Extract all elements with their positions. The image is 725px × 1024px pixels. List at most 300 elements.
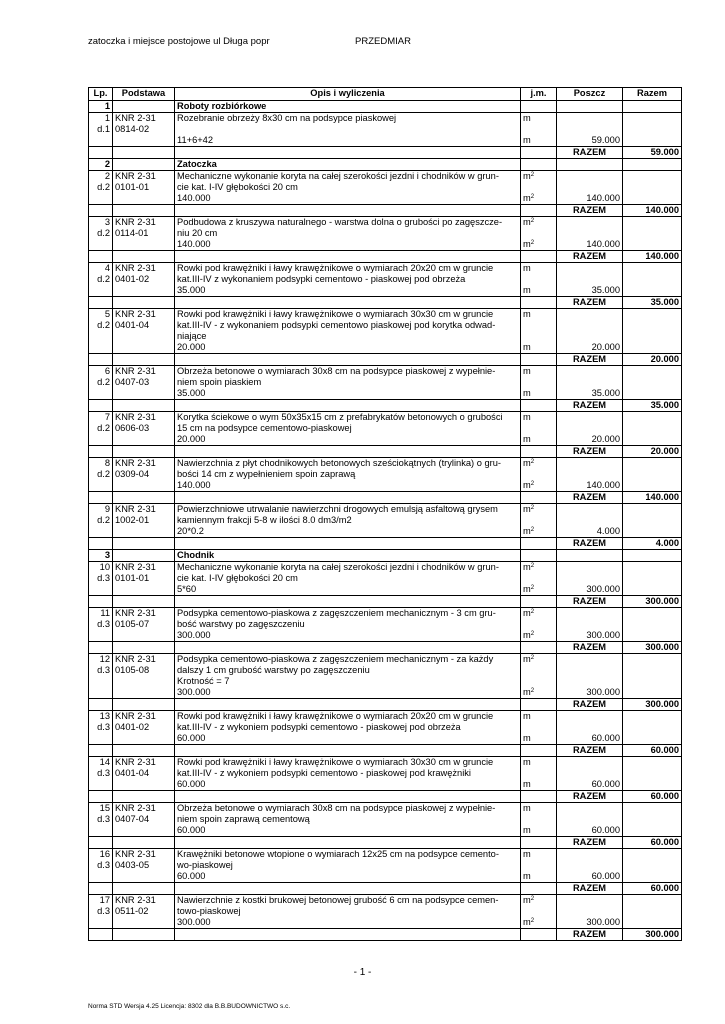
item-podstawa-code: 0401-04 [113,768,175,779]
calc-unit: $m^2$ [521,480,557,492]
item-description-line: Podbudowa z kruszywa naturalnego - warstwa dolna o grubości po zagęszcze- [175,217,521,229]
item-unit-empty [521,814,557,825]
razem-value: 300.000 [623,596,682,608]
item-row [89,366,682,378]
calc-quantity: 140.000 [557,480,623,492]
item-row [89,860,682,871]
item-unit-empty [521,377,557,388]
item-calculation: 140.000 [175,193,521,205]
item-poszcz-empty [557,619,623,630]
item-razem-empty [623,676,682,687]
item-description-line: kat.III-IV - z wykoniem podsypki cementowo - piaskowej pod obrzeża [175,722,521,733]
razem-empty [175,297,521,309]
razem-empty [113,929,175,941]
item-podstawa-code: 1002-01 [113,515,175,526]
item-poszcz-empty [557,217,623,229]
item-razem-empty [623,584,682,596]
item-lp-empty [89,676,113,687]
item-section-ref: d.3 [89,573,113,584]
item-row [89,135,682,147]
item-description-line: niu 20 cm [175,228,521,239]
razem-empty [175,400,521,412]
item-row [89,779,682,791]
item-section-ref: d.3 [89,906,113,917]
razem-value: 20.000 [623,354,682,366]
item-podstawa-code: 0401-02 [113,722,175,733]
item-razem-empty [623,504,682,516]
item-podstawa-empty [113,584,175,596]
item-razem-empty [623,412,682,424]
item-podstawa-empty [113,630,175,642]
item-description-line: Mechaniczne wykonanie koryta na całej szerokości jezdni i chodników w grun- [175,562,521,574]
razem-empty [89,745,113,757]
item-razem-empty [623,711,682,723]
item-podstawa-code: 0309-04 [113,469,175,480]
item-section-ref: d.2 [89,320,113,331]
item-description-line [175,124,521,135]
section-empty [623,101,682,113]
calc-unit: $m^2$ [521,193,557,205]
item-calculation: 60.000 [175,733,521,745]
item-podstawa-catalog: KNR 2-31 [113,366,175,378]
item-poszcz-empty [557,722,623,733]
razem-row [89,538,682,550]
item-row [89,320,682,331]
razem-empty [89,297,113,309]
razem-row [89,791,682,803]
item-lp-empty [89,584,113,596]
item-razem-empty [623,469,682,480]
razem-value: 60.000 [623,791,682,803]
item-calculation: 300.000 [175,917,521,929]
item-row [89,871,682,883]
item-calculation: 20.000 [175,434,521,446]
item-row [89,285,682,297]
razem-value: 20.000 [623,446,682,458]
item-razem-empty [623,124,682,135]
razem-empty [113,297,175,309]
item-description-line: kamiennym frakcji 5-8 w ilości 8.0 dm3/m2 [175,515,521,526]
item-row [89,263,682,275]
item-podstawa-empty [113,676,175,687]
col-header-opis: Opis i wyliczenia [175,88,521,101]
razem-row [89,251,682,263]
calc-quantity: 59.000 [557,135,623,147]
item-row [89,469,682,480]
razem-empty [89,791,113,803]
item-razem-empty [623,825,682,837]
item-row [89,619,682,630]
section-title: Zatoczka [175,159,521,171]
document-title: zatoczka i miejsce postojowe ul Długa popr [88,36,270,47]
item-unit: m [521,113,557,125]
razem-empty [175,354,521,366]
item-poszcz-empty [557,423,623,434]
razem-empty [113,205,175,217]
calc-quantity: 300.000 [557,630,623,642]
item-podstawa-catalog: KNR 2-31 [113,309,175,321]
item-razem-empty [623,562,682,574]
item-razem-empty [623,849,682,861]
razem-row [89,883,682,895]
item-section-ref: d.3 [89,722,113,733]
item-number: 3 [89,217,113,229]
item-row [89,377,682,388]
item-row [89,239,682,251]
item-podstawa-catalog: KNR 2-31 [113,458,175,470]
item-description-line: Rowki pod krawężniki i ławy krawężnikowe o wymiarach 30x30 cm w gruncie [175,757,521,769]
item-podstawa-catalog: KNR 2-31 [113,849,175,861]
item-calculation: 5*60 [175,584,521,596]
item-description-line: kat.III-IV - z wykoniem podsypki cementowo - piaskowej pod krawężniki [175,768,521,779]
calc-unit: $m^2$ [521,239,557,251]
item-description-line: bości 14 cm z wypełnieniem spoin zaprawą [175,469,521,480]
razem-label: RAZEM [557,538,623,550]
item-podstawa-empty [113,388,175,400]
razem-label: RAZEM [557,837,623,849]
item-razem-empty [623,480,682,492]
razem-empty [113,642,175,654]
item-poszcz-empty [557,124,623,135]
item-description-line: Rowki pod krawężniki i ławy krawężnikowe o wymiarach 20x20 cm w gruncie [175,711,521,723]
calc-quantity: 60.000 [557,825,623,837]
item-poszcz-empty [557,113,623,125]
razem-label: RAZEM [557,205,623,217]
item-poszcz-empty [557,757,623,769]
item-podstawa-code: 0403-05 [113,860,175,871]
item-description-line: Korytka ściekowe o wym 50x35x15 cm z prefabrykatów betonowych o grubości [175,412,521,424]
razem-label: RAZEM [557,929,623,941]
item-podstawa-code: 0401-02 [113,274,175,285]
item-podstawa-empty [113,193,175,205]
item-podstawa-catalog: KNR 2-31 [113,608,175,620]
calc-quantity: 300.000 [557,584,623,596]
section-row [89,101,682,113]
item-podstawa-catalog: KNR 2-31 [113,171,175,183]
section-empty [521,550,557,562]
razem-empty [113,791,175,803]
item-description-line: Krotność = 7 [175,676,521,687]
razem-empty [521,297,557,309]
item-section-ref: d.3 [89,619,113,630]
item-razem-empty [623,113,682,125]
item-podstawa-catalog: KNR 2-31 [113,217,175,229]
razem-row [89,699,682,711]
item-poszcz-empty [557,860,623,871]
item-description-line: cie kat. I-IV głębokości 20 cm [175,573,521,584]
razem-empty [113,147,175,159]
item-razem-empty [623,458,682,470]
item-razem-empty [623,331,682,342]
item-lp-empty [89,135,113,147]
item-calculation: 300.000 [175,630,521,642]
razem-empty [89,699,113,711]
item-unit: $m^2$ [521,654,557,666]
razem-empty [521,354,557,366]
razem-value: 140.000 [623,492,682,504]
item-poszcz-empty [557,676,623,687]
item-unit-empty [521,619,557,630]
item-description-line: Rowki pod krawężniki i ławy krawężnikowe o wymiarach 30x30 cm w gruncie [175,309,521,321]
razem-empty [175,699,521,711]
item-number: 6 [89,366,113,378]
item-poszcz-empty [557,515,623,526]
item-razem-empty [623,182,682,193]
item-razem-empty [623,687,682,699]
calc-unit: $m^2$ [521,917,557,929]
item-row [89,630,682,642]
item-row [89,584,682,596]
item-section-ref: d.3 [89,860,113,871]
item-podstawa-catalog: KNR 2-31 [113,895,175,907]
razem-empty [113,745,175,757]
item-description-line: Powierzchniowe utrwalanie nawierzchni drogowych emulsją asfaltową grysem [175,504,521,516]
item-section-ref: d.3 [89,665,113,676]
item-row [89,768,682,779]
document-type: PRZEDMIAR [355,36,411,47]
razem-empty [113,251,175,263]
item-unit: m [521,263,557,275]
footer-license: Norma STD Wersja 4.25 Licencja: 8302 dla B.B.BUDOWNICTWO s.c. [88,1003,291,1010]
calc-unit: m [521,388,557,400]
section-empty [113,550,175,562]
razem-label: RAZEM [557,745,623,757]
calc-quantity: 20.000 [557,342,623,354]
item-description-line: Nawierzchnie z kostki brukowej betonowej grubość 6 cm na podsypce cemen- [175,895,521,907]
razem-empty [521,446,557,458]
razem-empty [521,147,557,159]
item-calculation: 140.000 [175,480,521,492]
razem-empty [521,929,557,941]
item-poszcz-empty [557,182,623,193]
calc-quantity: 60.000 [557,779,623,791]
item-lp-empty [89,917,113,929]
item-razem-empty [623,619,682,630]
item-row [89,654,682,666]
item-podstawa-code: 0814-02 [113,124,175,135]
item-podstawa-code: 0606-03 [113,423,175,434]
razem-value: 300.000 [623,929,682,941]
item-unit: m [521,309,557,321]
item-poszcz-empty [557,562,623,574]
razem-row [89,400,682,412]
razem-empty [113,883,175,895]
razem-value: 59.000 [623,147,682,159]
table-header-row [89,88,682,101]
item-lp-empty [89,193,113,205]
razem-empty [521,837,557,849]
razem-empty [175,837,521,849]
razem-empty [175,642,521,654]
item-unit-empty [521,515,557,526]
item-lp-empty [89,285,113,297]
item-poszcz-empty [557,504,623,516]
item-poszcz-empty [557,665,623,676]
razem-empty [521,251,557,263]
section-empty [521,101,557,113]
item-razem-empty [623,320,682,331]
section-empty [557,550,623,562]
razem-empty [113,596,175,608]
calc-unit: m [521,434,557,446]
item-description-line: niające [175,331,521,342]
item-description-line: 15 cm na podsypce cementowo-piaskowej [175,423,521,434]
item-unit: m [521,803,557,815]
item-podstawa-code: 0407-03 [113,377,175,388]
item-podstawa-catalog: KNR 2-31 [113,113,175,125]
calc-unit: m [521,871,557,883]
razem-empty [89,147,113,159]
item-razem-empty [623,377,682,388]
item-section-ref: d.3 [89,768,113,779]
item-row [89,504,682,516]
item-poszcz-empty [557,814,623,825]
item-razem-empty [623,228,682,239]
razem-empty [89,642,113,654]
razem-value: 140.000 [623,205,682,217]
item-podstawa-empty [113,733,175,745]
item-row [89,228,682,239]
item-section-ref: d.2 [89,274,113,285]
razem-empty [175,538,521,550]
item-row [89,124,682,135]
item-number: 11 [89,608,113,620]
item-podstawa-empty [113,917,175,929]
calc-quantity: 300.000 [557,917,623,929]
item-description-line: bość warstwy po zagęszczeniu [175,619,521,630]
item-description-line: Rowki pod krawężniki i ławy krawężnikowe o wymiarach 20x20 cm w gruncie [175,263,521,275]
razem-empty [175,745,521,757]
calc-unit: m [521,285,557,297]
item-calculation: 60.000 [175,779,521,791]
razem-empty [175,596,521,608]
item-row [89,665,682,676]
item-row [89,113,682,125]
item-razem-empty [623,193,682,205]
item-poszcz-empty [557,608,623,620]
col-header-razem: Razem [623,88,682,101]
item-row [89,814,682,825]
item-row [89,480,682,492]
section-empty [113,101,175,113]
razem-empty [113,699,175,711]
item-razem-empty [623,135,682,147]
section-title: Roboty rozbiórkowe [175,101,521,113]
item-lp-empty [89,779,113,791]
item-razem-empty [623,803,682,815]
item-razem-empty [623,263,682,275]
item-row [89,526,682,538]
item-poszcz-empty [557,274,623,285]
razem-empty [113,400,175,412]
item-row [89,171,682,183]
razem-value: 60.000 [623,837,682,849]
item-description-line: Obrzeża betonowe o wymiarach 30x8 cm na podsypce piaskowej z wypełnie- [175,366,521,378]
page-number: - 1 - [353,967,372,978]
razem-label: RAZEM [557,400,623,412]
calc-unit: $m^2$ [521,687,557,699]
item-row [89,309,682,321]
item-unit: $m^2$ [521,217,557,229]
item-razem-empty [623,217,682,229]
item-row [89,217,682,229]
razem-empty [89,492,113,504]
razem-empty [89,837,113,849]
item-number: 13 [89,711,113,723]
section-row [89,550,682,562]
item-razem-empty [623,388,682,400]
razem-empty [89,596,113,608]
item-unit-empty [521,228,557,239]
item-number: 14 [89,757,113,769]
item-razem-empty [623,895,682,907]
razem-empty [521,205,557,217]
item-razem-empty [623,768,682,779]
section-empty [557,101,623,113]
item-row [89,849,682,861]
item-number: 5 [89,309,113,321]
razem-label: RAZEM [557,147,623,159]
col-header-lp: Lp. [89,88,113,101]
item-poszcz-empty [557,895,623,907]
item-unit: $m^2$ [521,895,557,907]
item-section-ref: d.2 [89,182,113,193]
razem-label: RAZEM [557,446,623,458]
razem-empty [175,147,521,159]
item-unit-empty [521,676,557,687]
razem-empty [521,883,557,895]
item-calculation: 35.000 [175,388,521,400]
item-lp-empty [89,871,113,883]
razem-empty [113,837,175,849]
item-podstawa-code: 0105-07 [113,619,175,630]
item-podstawa-empty [113,687,175,699]
section-number: 2 [89,159,113,171]
razem-row [89,596,682,608]
item-row [89,515,682,526]
item-lp-empty [89,687,113,699]
item-number: 12 [89,654,113,666]
item-unit-empty [521,860,557,871]
calc-unit: $m^2$ [521,630,557,642]
item-row [89,342,682,354]
item-lp-empty [89,526,113,538]
item-description-line: Podsypka cementowo-piaskowa z zagęszczeniem mechanicznym - za każdy [175,654,521,666]
item-unit-empty [521,469,557,480]
item-poszcz-empty [557,768,623,779]
item-row [89,687,682,699]
section-number: 1 [89,101,113,113]
razem-value: 60.000 [623,883,682,895]
item-razem-empty [623,630,682,642]
item-row [89,434,682,446]
calc-quantity: 140.000 [557,193,623,205]
razem-empty [113,446,175,458]
item-section-ref: d.2 [89,515,113,526]
calc-quantity: 60.000 [557,871,623,883]
item-unit: $m^2$ [521,458,557,470]
item-unit: m [521,757,557,769]
item-podstawa-empty [113,526,175,538]
item-podstawa-code: 0407-04 [113,814,175,825]
razem-empty [175,929,521,941]
item-section-ref: d.2 [89,377,113,388]
razem-label: RAZEM [557,791,623,803]
section-row [89,159,682,171]
section-title: Chodnik [175,550,521,562]
item-description-line: towo-piaskowej [175,906,521,917]
item-number: 8 [89,458,113,470]
